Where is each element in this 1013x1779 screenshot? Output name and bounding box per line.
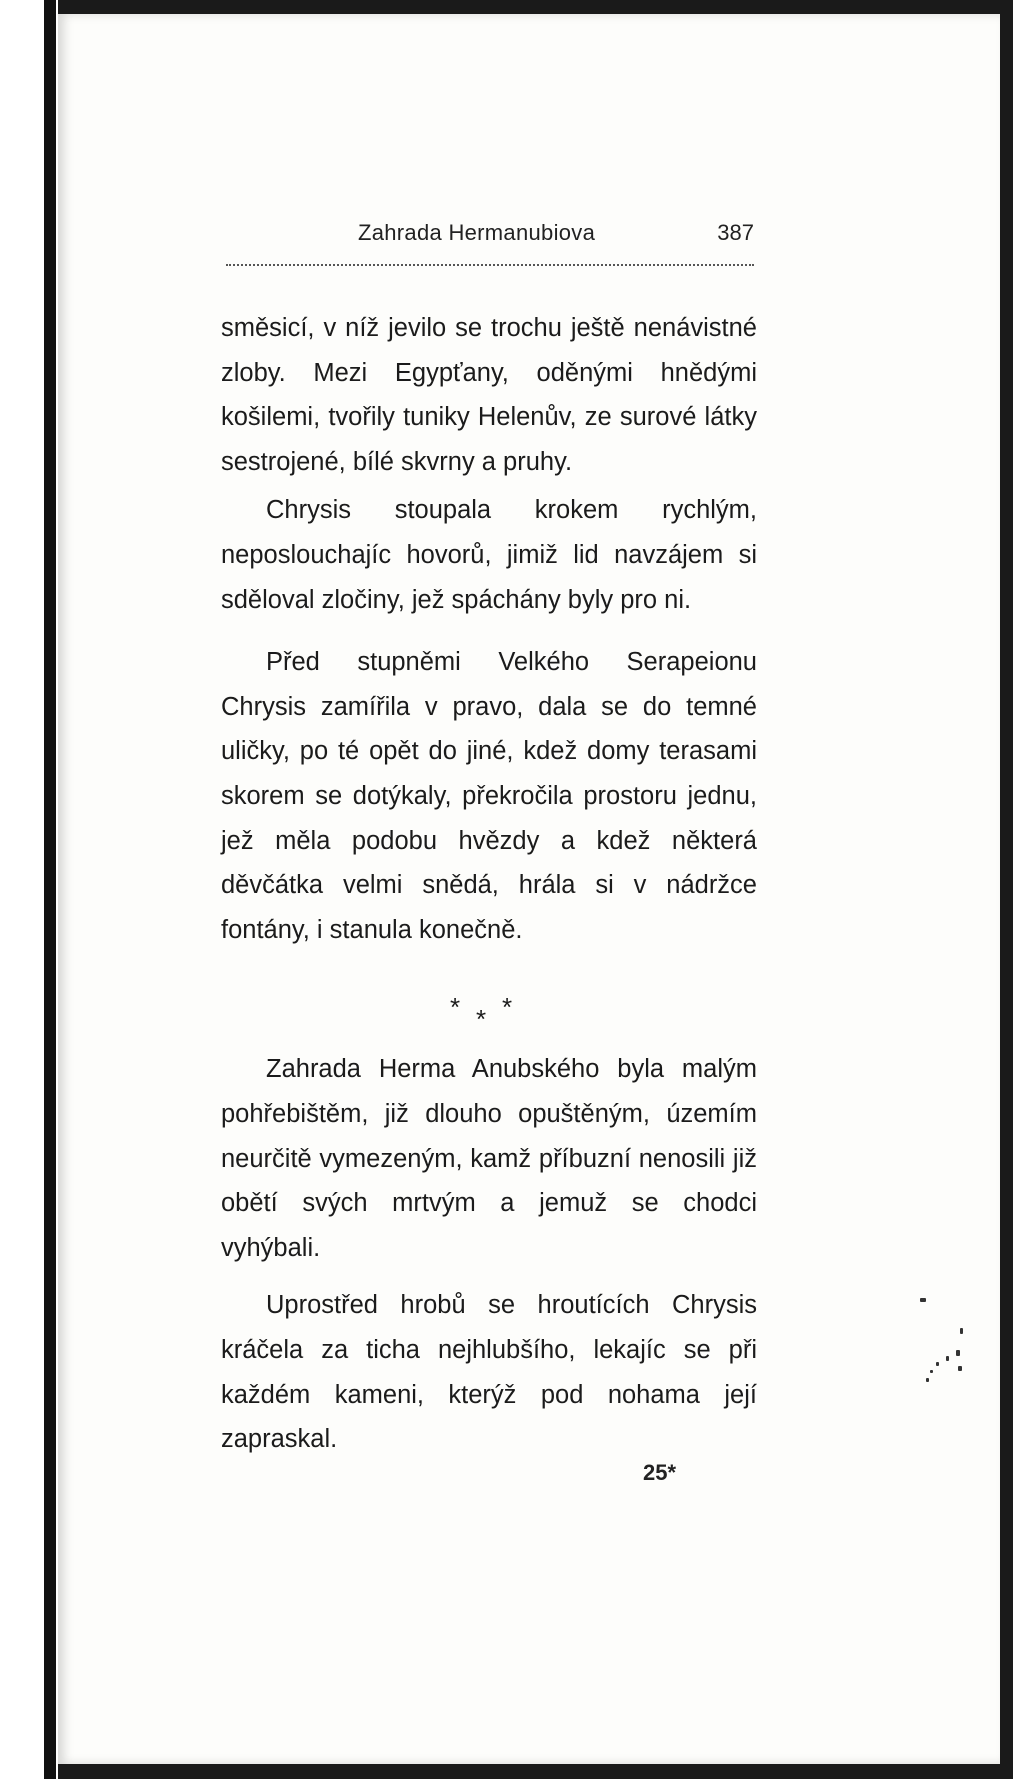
asterisk: * (476, 1004, 487, 1034)
paragraph: Uprostřed hrobů se hroutících Chrysis kráčela za ticha nejhlubšího, lekajíc se při každém kameni, kterýž pod nohama její zapraskal. (221, 1290, 757, 1454)
running-title: Zahrada Hermanubiova (358, 220, 596, 245)
body-text-bottom (221, 1047, 757, 1462)
asterisk: * (502, 992, 513, 1022)
scan-bottom-edge (58, 1764, 1013, 1779)
signature-mark: 25* (643, 1460, 677, 1485)
paragraph: Chrysis stoupala krokem rychlým, neposlouchajíc hovorů, jimiž lid navzájem si sděloval zločiny, jež spáchány byly pro ni. (221, 496, 757, 614)
scan-specks (920, 1290, 980, 1420)
asterisk: * (450, 992, 461, 1022)
section-break-asterisks (438, 990, 538, 1034)
header-rule (226, 264, 754, 266)
paragraph: Zahrada Herma Anubského byla malým pohřebištěm, již dlouho opuštěným, územím neurčitě vymezeným, kamž příbuzní nenosili již obětí svých mrtvým a jemuž se chodci vyhýbali. (221, 1055, 757, 1263)
page-number: 387 (717, 220, 754, 245)
running-header (226, 220, 754, 250)
paragraph: Před stupněmi Velkého Serapeionu Chrysis zamířila v pravo, dala se do temné uličky, po té opět do jiné, kdež domy terasami skorem se dotýkaly, překročila prostoru jednu, jež měla podobu hvězdy a kdež některá děvčátka velmi snědá, hrála si v nádržce fontány, i stanula konečně. (221, 648, 757, 944)
paragraph: směsicí, v níž jevilo se trochu ještě nenávistné zloby. Mezi Egypťany, oděnými hnědými košilemi, tvořily tuniky Helenův, ze surové látky sestrojené, bílé skvrny a pruhy. (221, 314, 757, 476)
scan-left-edge (0, 0, 58, 1779)
body-text-top (221, 306, 757, 952)
